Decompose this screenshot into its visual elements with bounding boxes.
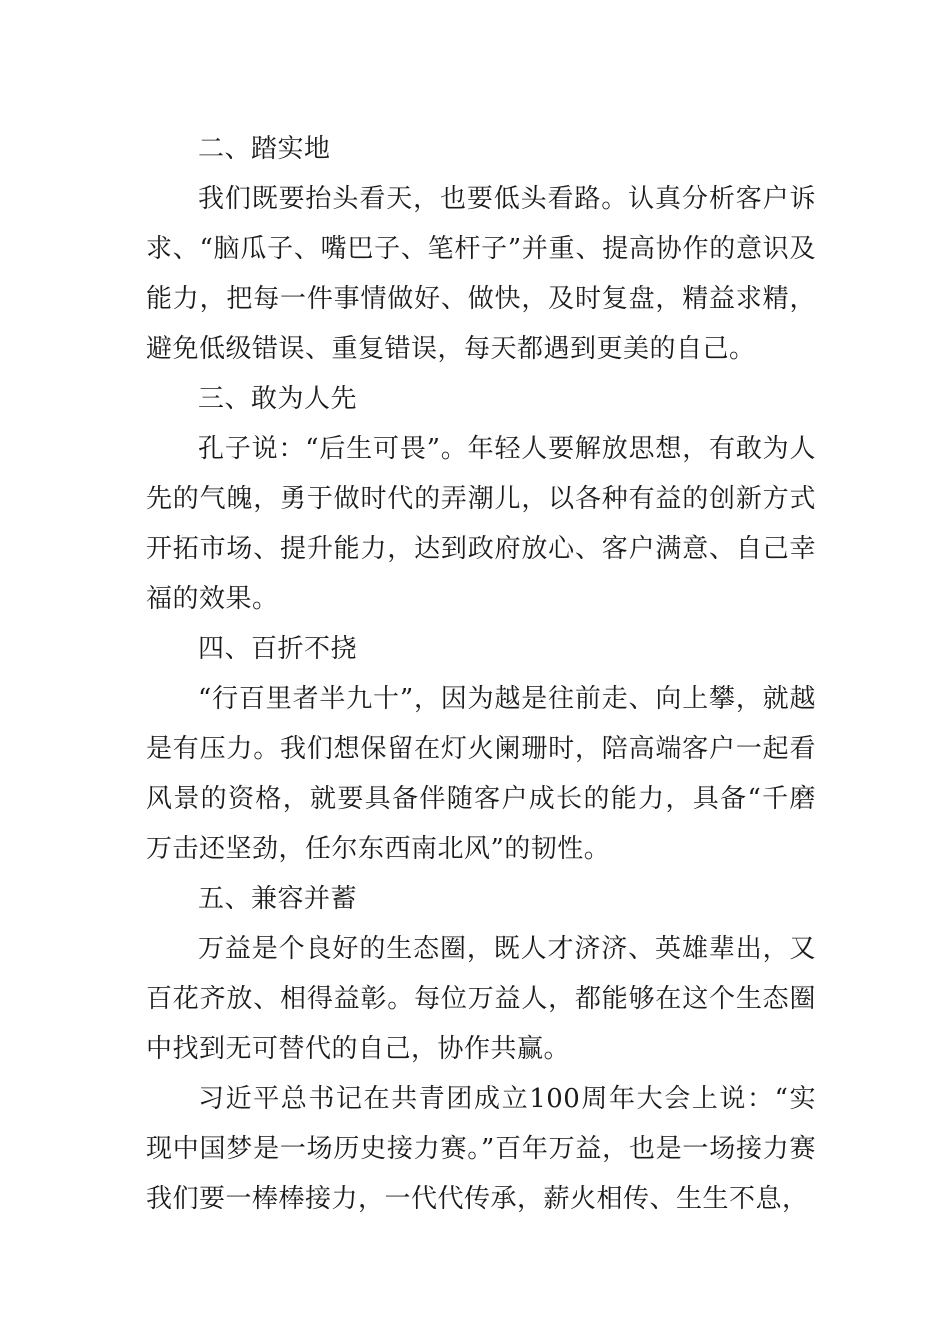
section-heading-4: 四、百折不挠 [198,634,358,664]
body-paragraph-4: “行百里者半九十”，因为越是往前走、向上攀，就越是有压力。我们想保留在灯火阑珊时，陪高端客户一起看风景的资格，就要具备伴随客户成长的能力，具备“千磨万击还坚劲，任尔东西南北风”的韧性。 [146,684,816,864]
section-heading-3: 三、敢为人先 [198,384,358,414]
section-heading-5: 五、兼容并蓄 [198,884,358,914]
document-body [146,124,816,1224]
body-paragraph-2: 我们既要抬头看天，也要低头看路。认真分析客户诉求、“脑瓜子、嘴巴子、笔杆子”并重、提高协作的意识及能力，把每一件事情做好、做快，及时复盘，精益求精，避免低级错误、重复错误，每天都遇到更美的自己。 [146,184,816,364]
body-paragraph-3: 孔子说：“后生可畏”。年轻人要解放思想，有敢为人先的气魄，勇于做时代的弄潮儿，以各种有益的创新方式开拓市场、提升能力，达到政府放心、客户满意、自己幸福的效果。 [146,434,816,614]
body-paragraph-5: 万益是个良好的生态圈，既人才济济、英雄辈出，又百花齐放、相得益彰。每位万益人，都能够在这个生态圈中找到无可替代的自己，协作共赢。 [146,934,816,1064]
body-paragraph-closing: 习近平总书记在共青团成立100周年大会上说：“实现中国梦是一场历史接力赛。”百年万益，也是一场接力赛我们要一棒棒接力，一代代传承，薪火相传、生生不息， [146,1084,816,1214]
section-heading-2: 二、踏实地 [198,134,331,164]
